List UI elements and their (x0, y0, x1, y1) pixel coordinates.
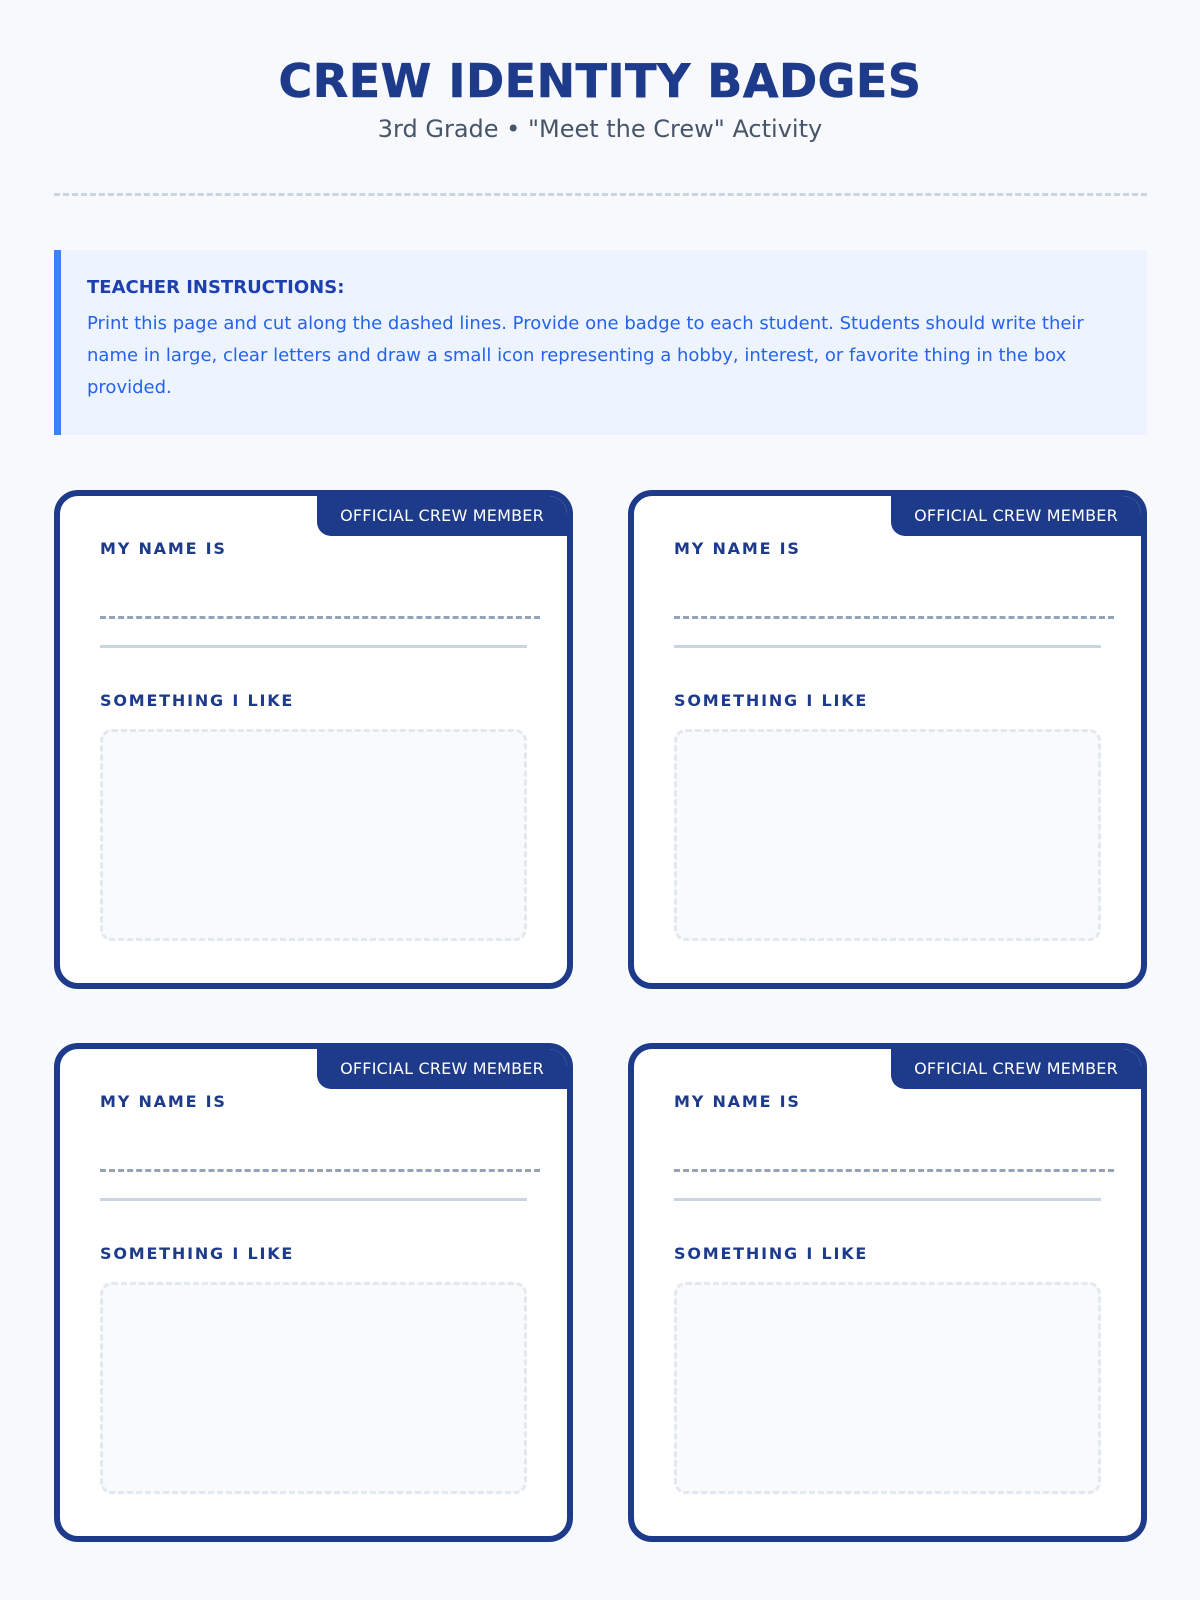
drawing-box (674, 1282, 1101, 1494)
like-label: SOMETHING I LIKE (100, 691, 295, 710)
drawing-box (674, 729, 1101, 941)
badge-card (628, 490, 1147, 989)
badge-tag: OFFICIAL CREW MEMBER (317, 1049, 567, 1089)
badge-card (628, 1043, 1147, 1542)
name-label: MY NAME IS (100, 539, 227, 558)
name-underline (100, 645, 527, 648)
name-label: MY NAME IS (100, 1092, 227, 1111)
name-label: MY NAME IS (674, 539, 801, 558)
badge-card (54, 1043, 573, 1542)
badge-card (54, 490, 573, 989)
name-write-line (674, 616, 1114, 619)
page-title: CREW IDENTITY BADGES (278, 54, 922, 108)
badge-tag: OFFICIAL CREW MEMBER (891, 496, 1141, 536)
badge-tag: OFFICIAL CREW MEMBER (891, 1049, 1141, 1089)
name-underline (674, 645, 1101, 648)
name-write-line (100, 616, 540, 619)
drawing-box (100, 1282, 527, 1494)
drawing-box (100, 729, 527, 941)
name-write-line (100, 1169, 540, 1172)
teacher-instructions (54, 250, 1147, 435)
name-underline (674, 1198, 1101, 1201)
page-subtitle: 3rd Grade • "Meet the Crew" Activity (377, 115, 823, 143)
name-underline (100, 1198, 527, 1201)
like-label: SOMETHING I LIKE (100, 1244, 295, 1263)
name-label: MY NAME IS (674, 1092, 801, 1111)
page-header (0, 52, 1200, 144)
instructions-heading: TEACHER INSTRUCTIONS: (87, 277, 345, 298)
like-label: SOMETHING I LIKE (674, 691, 869, 710)
badge-tag: OFFICIAL CREW MEMBER (317, 496, 567, 536)
instructions-text: Print this page and cut along the dashed lines. Provide one badge to each student. Students should write their name in large, clear letters and draw a small icon representing a hobby, interest, or favorite thing in the box provided. (87, 313, 1084, 398)
like-label: SOMETHING I LIKE (674, 1244, 869, 1263)
name-write-line (674, 1169, 1114, 1172)
cut-divider (54, 193, 1147, 196)
